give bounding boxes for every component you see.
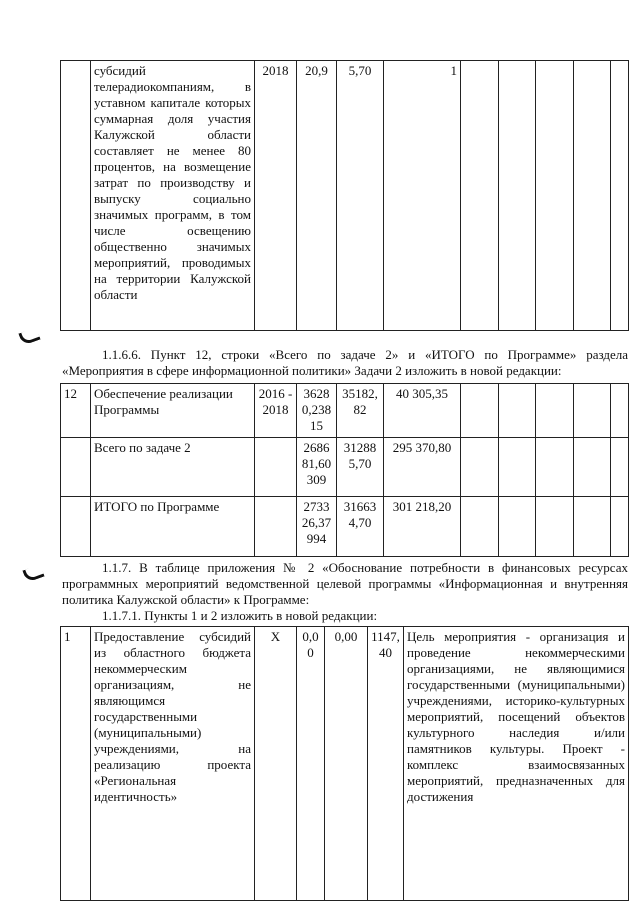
x-cell: X <box>255 627 297 901</box>
empty-cell <box>574 384 611 438</box>
empty-cell <box>574 497 611 557</box>
row-name-cell: Обеспечение реализации Программы <box>91 384 255 438</box>
margin-mark <box>18 327 40 346</box>
empty-cell <box>536 438 574 497</box>
row-number-cell <box>61 438 91 497</box>
paragraph-1-1-7-1: 1.1.7.1. Пункты 1 и 2 изложить в новой редакции: <box>102 608 378 623</box>
value-cell-1: 2686 81,60 309 <box>297 438 337 497</box>
empty-cell <box>574 438 611 497</box>
table-row <box>61 384 629 438</box>
years-cell <box>255 497 297 557</box>
value-cell-3: 1147, 40 <box>368 627 404 901</box>
value-cell-3: 40 305,35 <box>384 384 461 438</box>
value-cell-2: 0,00 <box>325 627 368 901</box>
program-summary-table <box>60 383 629 557</box>
years-cell: 2016 - 2018 <box>255 384 297 438</box>
empty-cell <box>536 497 574 557</box>
empty-cell <box>461 61 499 331</box>
value-cell-3: 1 <box>384 61 461 331</box>
value-cell-2: 35182, 82 <box>337 384 384 438</box>
measure-name-cell: Предоставление субсидий из областного бюджета некоммерческим организациям, не являющимся государственными (муниципальными) учреждениями, на реализацию проекта «Региональная идентичность» <box>91 627 255 901</box>
empty-cell <box>611 61 629 331</box>
description-cell: Цель мероприятия - организация и проведение некоммерческими организациями, не являющимися государственными (муниципальными) учреждениями, историко-культурных мероприятий, посещений объектов культурного наследия и/или памятников культуры. Проект - комплекс взаимосвязанных мероприятий, предназначенных для достижения <box>404 627 629 901</box>
row-name-cell: ИТОГО по Программе <box>91 497 255 557</box>
row-number-cell: 1 <box>61 627 91 901</box>
value-cell-2: 31288 5,70 <box>337 438 384 497</box>
empty-cell <box>611 497 629 557</box>
empty-cell <box>499 497 536 557</box>
value-cell-2: 31663 4,70 <box>337 497 384 557</box>
measure-name-cell: субсидий телерадиокомпаниям, в уставном капитале которых суммарная доля участия Калужской области составляет не менее 80 процентов, на возмещение затрат по производству и выпуску социально значимых программ, в том числе освещению общественно значимых мероприятий, проводимых на территории Калужской области <box>91 61 255 331</box>
paragraph-1-1-7: 1.1.7. В таблице приложения № 2 «Обоснование потребности в финансовых ресурсах программных мероприятий ведомственной целевой программы «Информационная и внутренняя политика Калужской области» к Программе: <box>62 560 628 607</box>
paragraph-1-1-6-6: 1.1.6.6. Пункт 12, строки «Всего по задаче 2» и «ИТОГО по Программе» раздела «Мероприятия в сфере информационной политики» Задачи 2 изложить в новой редакции: <box>62 347 628 378</box>
empty-cell <box>499 438 536 497</box>
row-number-cell <box>61 61 91 331</box>
empty-cell <box>536 384 574 438</box>
value-cell-2: 5,70 <box>337 61 384 331</box>
empty-cell <box>574 61 611 331</box>
empty-cell <box>499 61 536 331</box>
empty-cell <box>536 61 574 331</box>
empty-cell <box>499 384 536 438</box>
table-row <box>61 497 629 557</box>
value-cell-3: 295 370,80 <box>384 438 461 497</box>
value-cell-1: 0,0 0 <box>297 627 325 901</box>
row-number-cell: 12 <box>61 384 91 438</box>
empty-cell <box>611 384 629 438</box>
row-name-cell: Всего по задаче 2 <box>91 438 255 497</box>
value-cell-1: 3628 0,238 15 <box>297 384 337 438</box>
empty-cell <box>461 497 499 557</box>
financial-justification-table <box>60 626 629 901</box>
years-cell <box>255 438 297 497</box>
value-cell-1: 2733 26,37 994 <box>297 497 337 557</box>
row-number-cell <box>61 497 91 557</box>
empty-cell <box>611 438 629 497</box>
year-cell: 2018 <box>255 61 297 331</box>
empty-cell <box>461 438 499 497</box>
value-cell-1: 20,9 <box>297 61 337 331</box>
subsidy-table-top <box>60 60 629 331</box>
table-row <box>61 438 629 497</box>
margin-mark <box>22 564 44 583</box>
value-cell-3: 301 218,20 <box>384 497 461 557</box>
table-row <box>61 627 629 901</box>
empty-cell <box>461 384 499 438</box>
